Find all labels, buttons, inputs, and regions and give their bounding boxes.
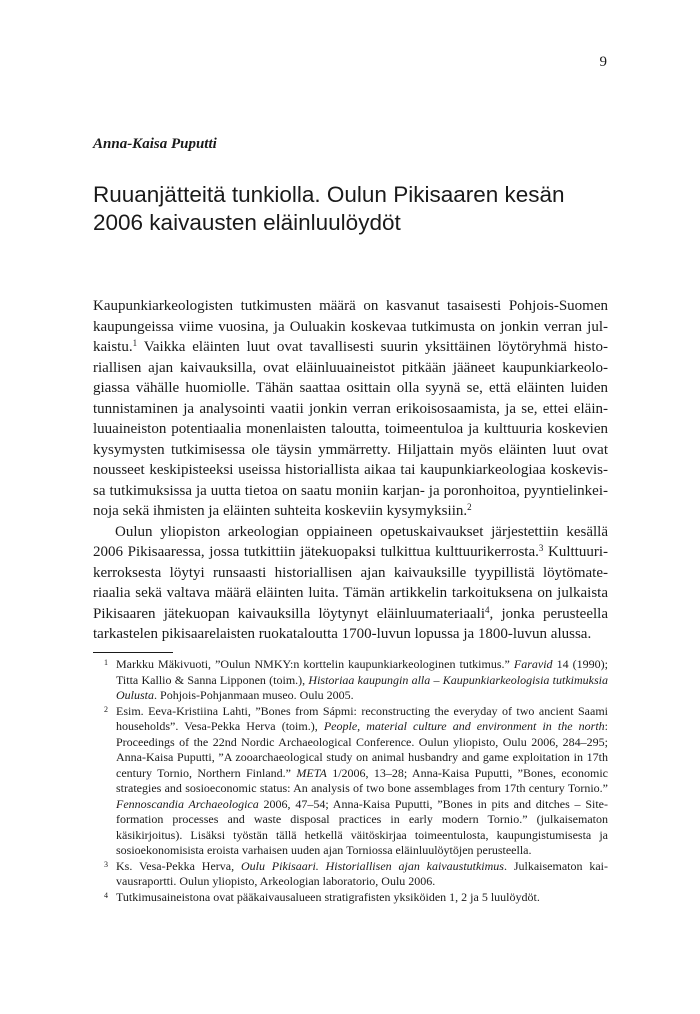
footnote-divider xyxy=(93,652,173,653)
footnote-text: Tutkimusaineistona ovat pääkaivausalueen stratigrafisten yksiköiden 1, 2 ja 5 luulöydöt. xyxy=(116,889,540,904)
footnote-text: . Julkaisematon kaivausraportti. Oulun yliopisto, Arkeologian laboratorio, Oulu 2006. xyxy=(116,858,608,888)
footnote-text: META xyxy=(296,765,327,780)
body-text xyxy=(93,296,608,645)
footnote-text: , Oulu Pikisaari. Historiallisen ajan kaivaustutkimus xyxy=(231,858,504,873)
paragraph-1: Kaupunkiarkeologisten tutkimusten määrä on kasvanut tasaisesti Pohjois-Suomen kaupungeissa viime vuosina, ja Ouluakin koskevaa tutkimusta on jonkin verran julkaistu.$^1$ Vaikka eläinten luut ovat tavallisesti suurin yksittäinen löytöryhmä historiallisen ajan kaivauksilla, ovat eläinluuaineistot pitkään jääneet kaupunkiarkeologiassa vähälle huomiolle. Tähän saattaa osittain olla syynä se, että eläinten luiden tunnistaminen ja analysointi vaatii jonkin verran erikoisosaamista, ja se, ettei eläinluuaineiston potentiaalia monenlaisten taloutta, toimeentuloa ja kulttuuria koskevien kysymysten tutkimisessa ole täysin ymmärretty. Hiljattain myös eläinten luut ovat nousseet keskipisteeksi useissa historiallista aikaa tai kaupunkiarkeologiaa koskevissa tutkimuksissa ja uutta tietoa on saatu moniin karjan- ja poronhoitoa, pyyntielinkeinoja sekä ihmisten ja eläinten suhteita koskeviin kysymyksiin.$^2$ xyxy=(93,298,608,519)
footnote-text: People, material culture and environment in the north xyxy=(323,719,605,733)
footnote-text: 14 (1990); Titta Kallio & Sanna Lipponen (toim.), xyxy=(116,657,608,687)
footnote-number: 3 xyxy=(104,859,108,869)
footnote-text: Ks. Vesa-Pekka Herva xyxy=(116,858,232,873)
footnote-text: Historiaa kaupungin alla – Kaupunkiarkeologisia tutkimuksia Oulusta xyxy=(116,672,608,702)
paragraph-2: Oulun yliopiston arkeologian oppiaineen opetuskaivaukset järjestettiin kesällä 2006 Pikisaaressa, jossa tutkittiin jätekuopaksi tulkittua kulttuurikerrosta.$^3$ Kulttuurikerroksesta löytyi runsaasti historiallisen ajan kaivauksille tyypillistä löytömateriaalia sekä valtava määrä eläinten luita. Tämän artikkelin tarkoituksena on julkaista Pikisaaren jätekuopan kaivauksilla löytynyt eläinluumateriaali$^4$, jonka perusteella tarkastelen pikisaarelaisten ruokataloutta 1700-luvun lopussa ja 1800-luvun alussa. xyxy=(93,523,608,642)
footnote-1 xyxy=(93,657,608,704)
footnote-ref-2[interactable]: 2 xyxy=(467,502,472,512)
footnote-text: . Pohjois-Pohjanmaan museo. Oulu 2005. xyxy=(154,688,354,702)
footnote-text: : Proceedings of the 22nd Nordic Archaeological Conference. Oulun yliopisto, Oulu 2006, 284–295; Anna-Kaisa Puputti, ”A zooarchaeological study on animal husbandry and game exploitation in 17th century Tornio, Northern Finland.” xyxy=(116,719,609,780)
page-number: 9 xyxy=(599,54,607,70)
footnote-4 xyxy=(93,890,608,906)
footnote-number: 1 xyxy=(104,658,108,667)
footnotes-list xyxy=(93,657,608,905)
footnote-text: 2006, 47–54; Anna-Kaisa Puputti, ”Bones in pits and ditches – Site-formation processes and waste disposal practices in early modern Tornio.” (julkaisematon käsikirjoitus). Lisäksi työstän tällä hetkellä väitöskirjaa toimeentulosta, kaupungistumisesta ja sosioekonomisista eroista varhaisen uuden ajan Torniossa eläinluulöytöjen perusteella. xyxy=(116,796,608,857)
footnote-text: Faravid xyxy=(513,657,553,671)
footnote-text: Markku Mäkivuoti, ”Oulun NMKY:n korttelin kaupunkiarkeologinen tutkimus.” xyxy=(116,657,514,671)
footnote-text: 1/2006, 13–28; Anna-Kaisa Puputti, ”Bones, economic strategies and sosioeconomic status: An analysis of two bone assemblages from 17th century Tornio.” xyxy=(116,765,608,795)
footnote-ref-1[interactable]: 1 xyxy=(132,338,138,348)
footnote-number: 2 xyxy=(104,704,108,714)
article-title: Ruuanjätteitä tunkiolla. Oulun Pikisaaren kesän 2006 kaivausten eläinluulöydöt xyxy=(93,182,565,235)
footnote-text: Esim. Eeva-Kristiina Lahti, ”Bones from Sápmi: reconstructing the everyday of two ancient Saami households”. Vesa-Pekka Herva (toim.), xyxy=(116,703,608,733)
footnote-number: 4 xyxy=(104,890,108,900)
footnote-text: Fennoscandia Archaeologica xyxy=(116,796,259,811)
footnote-3 xyxy=(93,859,608,890)
footnote-ref-3[interactable]: 3 xyxy=(538,543,544,553)
author-name: Anna-Kaisa Puputti xyxy=(93,136,217,152)
footnote-ref-4[interactable]: 4 xyxy=(484,604,490,615)
footnote-2 xyxy=(93,704,608,859)
